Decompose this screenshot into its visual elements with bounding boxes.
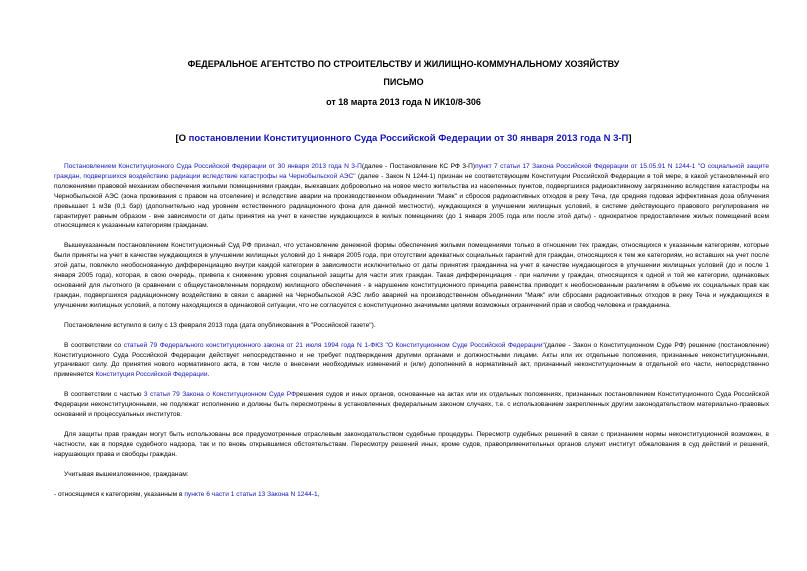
link-constitution[interactable]: Конституция Российской Федерации <box>95 371 208 379</box>
subject-link[interactable]: постановлении Конституционного Суда Российской Федерации от 30 января 2013 года N 3-П <box>188 133 629 144</box>
paragraph-5 <box>54 390 769 420</box>
paragraph-5-text-b: решения судов и иных органов, основанные на актах или их отдельных положениях, признанных постановлением Конституционного Суда Российской Федерации неконституционными, не подлежат исполнению и должны быть пересмотрены в установленных федеральным законом случаях, т.е. с использованием закрепленных другим законодательством материально-правовых оснований и процессуальных институтов. <box>54 391 769 419</box>
paragraph-4-text-b: (далее - Закон о Конституционном Суде РФ) решение (постановление) Конституционного Суда Российской Федерации действует непосредственно и не требует подтверждения другими органами и должностными лицами. Акты или их отдельные положения, признанные неконституционными, утрачивают силу. До принятия нового нормативного акта, в том числе о внесении необходимых изменений и (или) дополнений в нормативный акт, признанный неконституционным в отдельной его части, непосредственно применяется <box>54 341 769 379</box>
link-law-1244-1[interactable]: пункт 7 статьи 17 Закона Российской Федерации от 15.05.91 N 1244-1 "О социальной защите граждан, подвергшихся воздействию радиации вследствие катастрофы на Чернобыльской АЭС" <box>54 163 769 180</box>
paragraph-4-text-c: . <box>207 371 210 379</box>
paragraph-8-text-b: , <box>317 490 320 498</box>
paragraph-8 <box>54 490 769 500</box>
paragraph-4 <box>54 341 769 381</box>
link-ks-decision[interactable]: Постановлением Конституционного Суда Российской Федерации от 30 января 2013 года N 3-П <box>64 163 362 170</box>
paragraph-4-text-a: В соответствии со <box>64 341 124 349</box>
paragraph-7: Учитывая вышеизложенное, гражданам: <box>64 470 189 478</box>
subject-bracket-close: ] <box>628 133 632 144</box>
document-type: ПИСЬМО <box>383 77 424 87</box>
paragraph-8-text-a: - относящимся к категориям, указанным в <box>54 490 185 498</box>
paragraph-1-text-a: (далее - Постановление КС РФ 3-П) <box>361 163 476 170</box>
document-date-number: от 18 марта 2013 года N ИК10/8-306 <box>326 97 481 107</box>
paragraph-1-text-b: (далее - Закон N 1244-1) признан не соответствующим Конституции Российской Федерации в той мере, в какой установленный его положениями правовой механизм обеспечения жилыми помещениями граждан, выехавших добровольно на новое место жительства из населенных пунктов, подвергшихся радиоактивному загрязнению вследствие катастрофы на Чернобыльской АЭС (зона проживания с правом на отселение) и вследствие аварии на производственном объединении "Маяк" и сбросов радиоактивных отходов в реку Теча, где средняя годовая эффективная доза облучения превышает 1 мЗв (0,1 бэр) (дополнительно над уровнем естественного радиационного фона для данной местности), нуждающихся в улучшении жилищных условий, в системе действующего правового регулирования не гарантирует равным образом - вне зависимости от даты принятия на учет в качестве нуждающихся в жилых помещениях (до 1 января 2005 года или после этой даты) - однократное предоставление жилых помещений всем относящимся к указанным категориям гражданам. <box>54 172 770 230</box>
paragraph-2: Вышеуказанным постановлением Конституционный Суд РФ признал, что установление денежной формы обеспечения жилыми помещениями только в отношении тех граждан, относящихся к указанным категориям, которые были приняты на учет в качестве нуждающихся в улучшении жилищных условий до 1 января 2005 года, при отсутствии адекватных социальных гарантий для граждан, относящихся к тем же категориям, но вставших на учет после этой даты, повлекло необоснованную дифференциацию внутри каждой категории в зависимости исключительно от даты принятия гражданина на учет в качестве нуждающегося в улучшении жилищных условий (до и после 1 января 2005 года), которая, в свою очередь, привела к снижению уровня социальной защиты для части этих граждан. Такая дифференциация - при наличии у граждан, относящихся к одной и той же категории, одинаковых оснований для льготного (в сравнении с общеустановленным порядком) жилищного обеспечения - в нарушение конституционного принципа равенства приводит к необоснованным различиям в объеме их социальных прав как граждан, подвергшихся радиационному воздействию в связи с аварией на Чернобыльской АЭС либо аварией на производственном объединении "Маяк" или сбросами радиоактивных отходов в реку Теча и нуждающихся в улучшении жилищных условий, а потому находящихся в одинаковой ситуации, что не согласуется с конституционно значимыми целями возможных ограничений прав и свобод человека и гражданина. <box>54 242 769 309</box>
link-article-79-fkz[interactable]: статьей 79 Федерального конституционного закона от 21 июля 1994 года N 1-ФКЗ "О Конституционном Суде Российской Федерации" <box>123 341 545 349</box>
document-body <box>54 162 769 509</box>
link-part-3-article-79[interactable]: 3 статьи 79 Закона о Конституционном Суде РФ <box>143 391 297 399</box>
paragraph-1 <box>54 162 769 231</box>
paragraph-3: Постановление вступило в силу с 13 февраля 2013 года (дата опубликования в "Российской газете"). <box>64 321 376 329</box>
document-subject <box>0 133 807 144</box>
subject-bracket-open: [О <box>175 133 189 144</box>
link-point-6-article-13[interactable]: пункте 6 части 1 статьи 13 Закона N 1244-1 <box>184 490 318 498</box>
paragraph-6: Для защиты прав граждан могут быть использованы все предусмотренные отраслевым законодательством судебные процедуры. Пересмотр судебных решений в связи с признанием нормы неконституционной возможен, в частности, как в порядке судебного надзора, так и по вновь открывшимся обстоятельствам. Пересмотру решений иных, кроме судов, правоприменительных органов служит институт обжалования в суд действий и решений, нарушающих права и свободы граждан. <box>54 430 769 458</box>
issuing-agency: ФЕДЕРАЛЬНОЕ АГЕНТСТВО ПО СТРОИТЕЛЬСТВУ И ЖИЛИЩНО-КОММУНАЛЬНОМУ ХОЗЯЙСТВУ <box>187 59 620 69</box>
paragraph-5-text-a: В соответствии с частью <box>64 391 144 399</box>
